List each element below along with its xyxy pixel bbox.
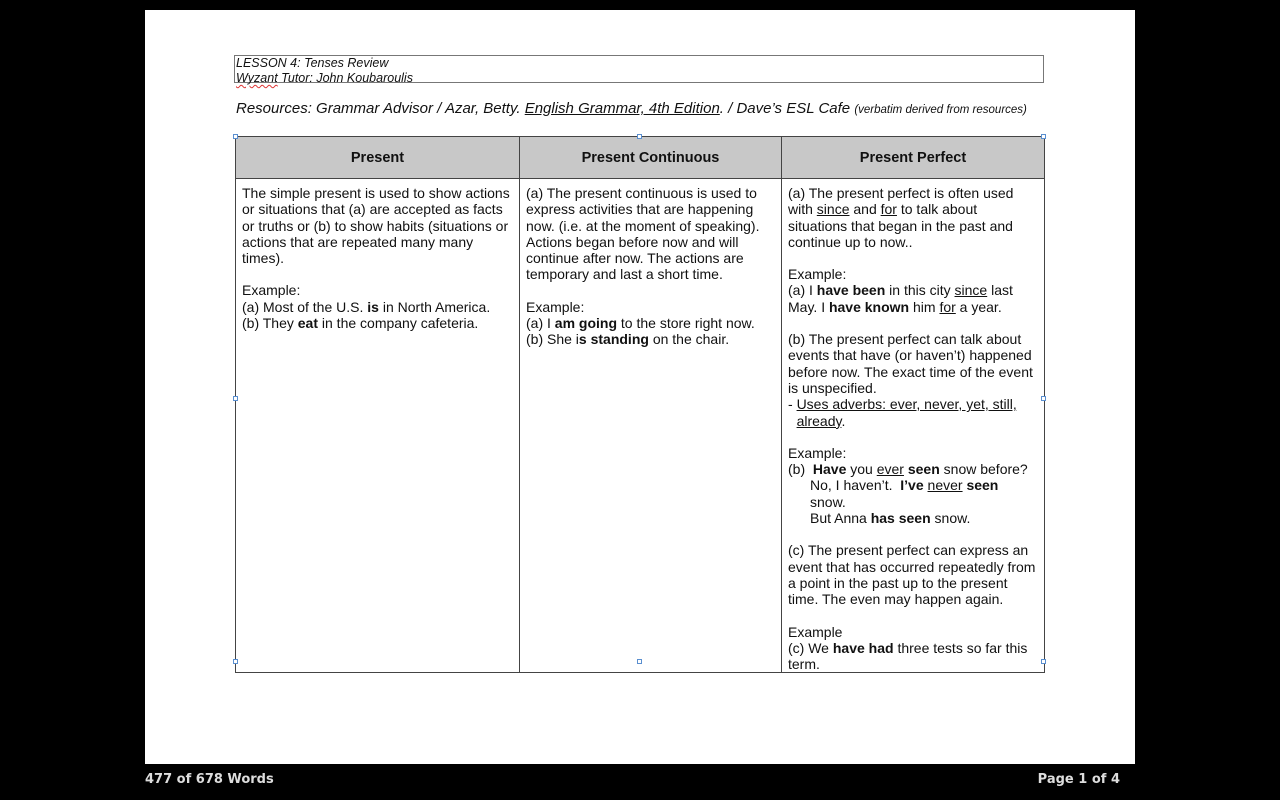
perfect-example-a: (a) I have been in this city since last May. I have known him for a year.: [788, 282, 1013, 315]
perfect-example-b1: (b) Have you ever seen snow before?: [788, 461, 1028, 478]
resize-handle-top-right[interactable]: [1041, 134, 1046, 139]
word-count[interactable]: 477 of 678 Words: [145, 772, 274, 787]
perfect-example-c: (c) We have had three tests so far this term.: [788, 639, 1028, 673]
cell-present-perfect[interactable]: [782, 179, 1045, 673]
cell-present[interactable]: [236, 179, 520, 673]
perfect-description-c: (c) The present perfect can express an event that has occurred repeatedly from a point in the past up to the present time. The even may happen again.: [788, 542, 1036, 608]
cell-present-continuous[interactable]: [520, 179, 782, 673]
resize-handle-middle-left[interactable]: [233, 396, 238, 401]
resize-handle-top-left[interactable]: [233, 134, 238, 139]
page-indicator[interactable]: Page 1 of 4: [1037, 772, 1120, 787]
perfect-description-b: (b) The present perfect can talk about events that have (or haven’t) happened before now. The exact time of the event is unspecified.: [788, 331, 1033, 396]
lesson-header-box[interactable]: [234, 55, 1044, 83]
continuous-example-b: (b) She is standing on the chair.: [526, 331, 730, 348]
continuous-example-a: (a) I am going to the store right now.: [526, 315, 755, 332]
resize-handle-bottom-middle[interactable]: [637, 659, 642, 664]
header-present-perfect: Present Perfect: [782, 137, 1045, 179]
resize-handle-middle-right[interactable]: [1041, 396, 1046, 401]
present-description: The simple present is used to show actions or situations that (a) are accepted as facts or truths or (b) to show habits (situations or actions that are repeated many many times).: [242, 185, 510, 267]
lesson-title: LESSON 4: Tenses Review: [236, 56, 389, 70]
tenses-table[interactable]: [235, 136, 1045, 673]
table-header-row: [236, 137, 1045, 179]
document-page[interactable]: [145, 10, 1135, 764]
present-example-b: (b) They eat in the company cafeteria.: [242, 315, 479, 332]
example-label: Example:: [242, 282, 301, 299]
spellcheck-word[interactable]: Wyzant: [236, 71, 278, 85]
table-row: [236, 179, 1045, 673]
example-label: Example:: [788, 444, 847, 461]
adverbs-line: - Uses adverbs: ever, never, yet, still, already.: [788, 396, 1017, 429]
example-label: Example:: [788, 266, 847, 283]
status-bar: [0, 764, 1280, 800]
example-label: Example:: [526, 298, 585, 315]
resize-handle-bottom-right[interactable]: [1041, 659, 1046, 664]
book-title: English Grammar, 4th Edition: [524, 100, 720, 117]
continuous-description: (a) The present continuous is used to express activities that are happening now. (i.e. at the moment of speaking). Actions began before now and will continue after now. The actions are temporary and last a short time.: [526, 185, 760, 283]
resize-handle-bottom-left[interactable]: [233, 659, 238, 664]
header-present-continuous: Present Continuous: [520, 137, 782, 179]
header-present: Present: [236, 137, 520, 179]
perfect-example-b2: No, I haven’t. I’ve never seen snow.: [810, 477, 999, 510]
example-label: Example: [788, 623, 843, 640]
perfect-description-a: (a) The present perfect is often used with since and for to talk about situations that began in the past and continue up to now..: [788, 185, 1014, 250]
present-example-a: (a) Most of the U.S. is in North America.: [242, 298, 491, 315]
perfect-example-b3: But Anna has seen snow.: [810, 510, 971, 527]
resources-note: (verbatim derived from resources): [854, 104, 1027, 116]
resources-line: Resources: Grammar Advisor / Azar, Betty. English Grammar, 4th Edition. / Dave’s ESL Cafe (verbatim derived from resources): [236, 100, 1027, 117]
resize-handle-top-middle[interactable]: [637, 134, 642, 139]
tutor-line: Wyzant Tutor: John Koubaroulis: [236, 71, 413, 85]
